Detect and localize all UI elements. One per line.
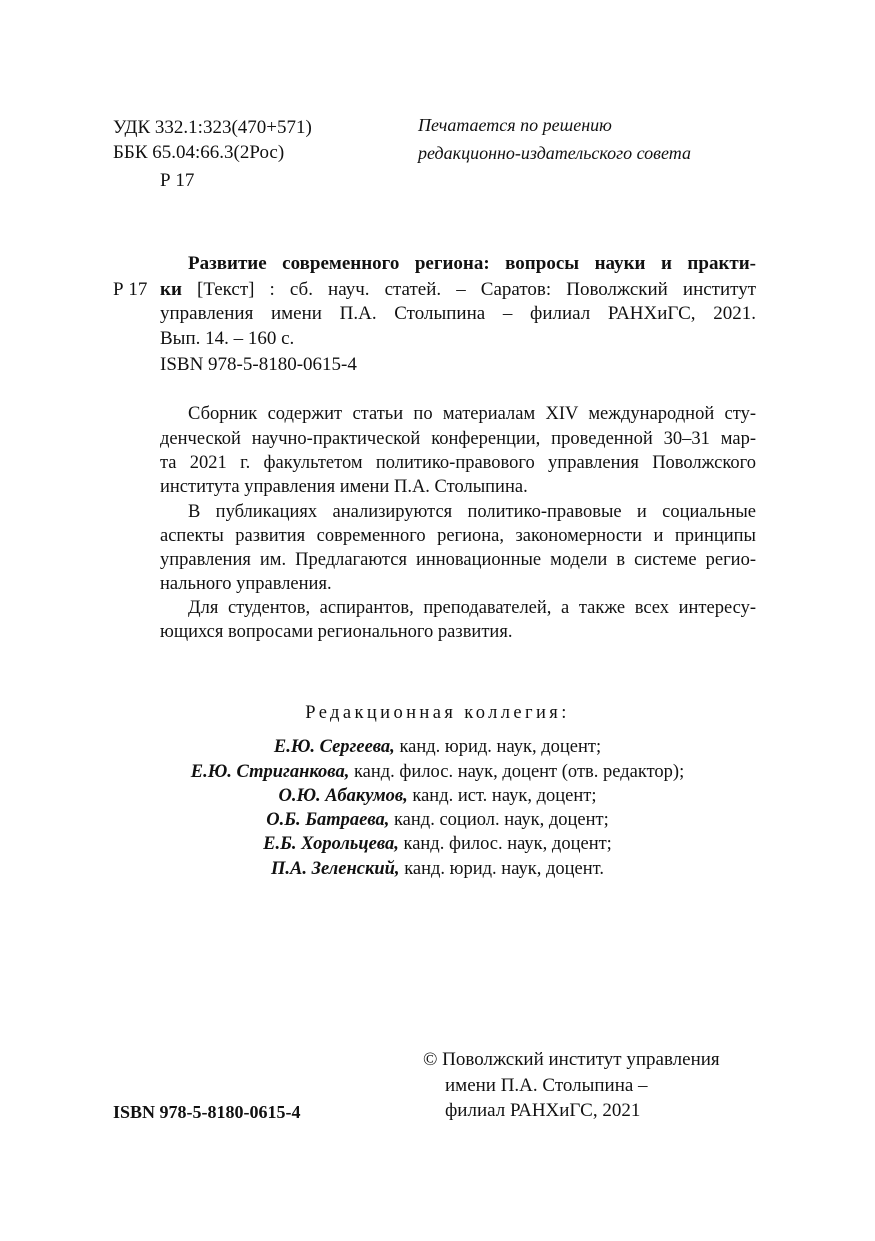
annotation-line: нального управления. <box>160 574 332 594</box>
board-member <box>0 832 875 857</box>
annotation-line: управления им. Предлагаются инновационные модели в системе регио- <box>160 550 756 570</box>
board-member <box>0 784 875 809</box>
member-name: Е.Ю. Сергеева, <box>273 737 395 757</box>
editorial-board-title: Редакционная коллегия: <box>305 703 570 723</box>
annotation-line: та 2021 г. факультетом политико-правового управления Поволжского <box>160 453 756 473</box>
member-name: Е.Ю. Стриганкова, <box>190 762 350 782</box>
board-member <box>0 808 875 833</box>
member-name: Е.Б. Хорольцева, <box>263 834 399 854</box>
bib-title-line-1: Развитие современного региона: вопросы науки и практи- <box>188 253 756 274</box>
bib-title-line-2 <box>160 277 756 303</box>
bib-code: Р 17 <box>113 279 148 300</box>
print-decision-line-2: редакционно-издательского совета <box>418 143 691 163</box>
bib-publisher-line: управления имени П.А. Столыпина – филиал РАНХиГС, 2021. <box>160 303 756 324</box>
bib-isbn: ISBN 978-5-8180-0615-4 <box>160 354 357 375</box>
copyright-line-1: © Поволжский институт управления <box>423 1049 720 1070</box>
member-info: канд. ист. наук, доцент; <box>407 786 597 806</box>
annotation-line: аспекты развития современного региона, закономерности и принципы <box>160 526 756 546</box>
isbn-footer: ISBN 978-5-8180-0615-4 <box>113 1102 301 1122</box>
board-member <box>0 760 875 785</box>
member-info: канд. юрид. наук, доцент; <box>394 737 602 757</box>
udk-code: УДК 332.1:323(470+571) <box>113 117 312 138</box>
annotation-line: Для студентов, аспирантов, преподавателей, а также всех интересу- <box>188 598 756 618</box>
bib-title-end: ки <box>160 279 182 300</box>
annotation-line: В публикациях анализируются политико-правовые и социальные <box>188 502 756 522</box>
copyright-line-3: филиал РАНХиГС, 2021 <box>445 1100 641 1121</box>
annotation-line: Сборник содержит статьи по материалам XIV международной сту- <box>188 404 756 424</box>
copyright-line-2: имени П.А. Столыпина – <box>445 1075 648 1096</box>
member-info: канд. филос. наук, доцент (отв. редактор); <box>349 762 685 782</box>
member-info: канд. социол. наук, доцент; <box>389 810 609 830</box>
print-decision-line-1: Печатается по решению <box>418 115 612 135</box>
member-info: канд. юрид. наук, доцент. <box>399 859 604 879</box>
member-name: О.Б. Батраева, <box>266 810 390 830</box>
bib-title-rest: [Текст] : сб. науч. статей. – Саратов: Поволжский институт <box>181 279 756 300</box>
annotation-line: института управления имени П.А. Столыпина. <box>160 477 528 497</box>
board-member <box>0 857 875 882</box>
author-mark: Р 17 <box>160 170 195 191</box>
annotation-line: денческой научно-практической конференции, проведенной 30–31 мар- <box>160 429 756 449</box>
board-member <box>0 735 875 760</box>
bib-issue-line: Вып. 14. – 160 с. <box>160 328 295 349</box>
bbk-code: ББК 65.04:66.3(2Рос) <box>113 142 285 163</box>
member-name: П.А. Зеленский, <box>271 859 400 879</box>
member-name: О.Ю. Абакумов, <box>278 786 408 806</box>
annotation-line: ющихся вопросами регионального развития. <box>160 622 513 642</box>
member-info: канд. филос. наук, доцент; <box>398 834 612 854</box>
